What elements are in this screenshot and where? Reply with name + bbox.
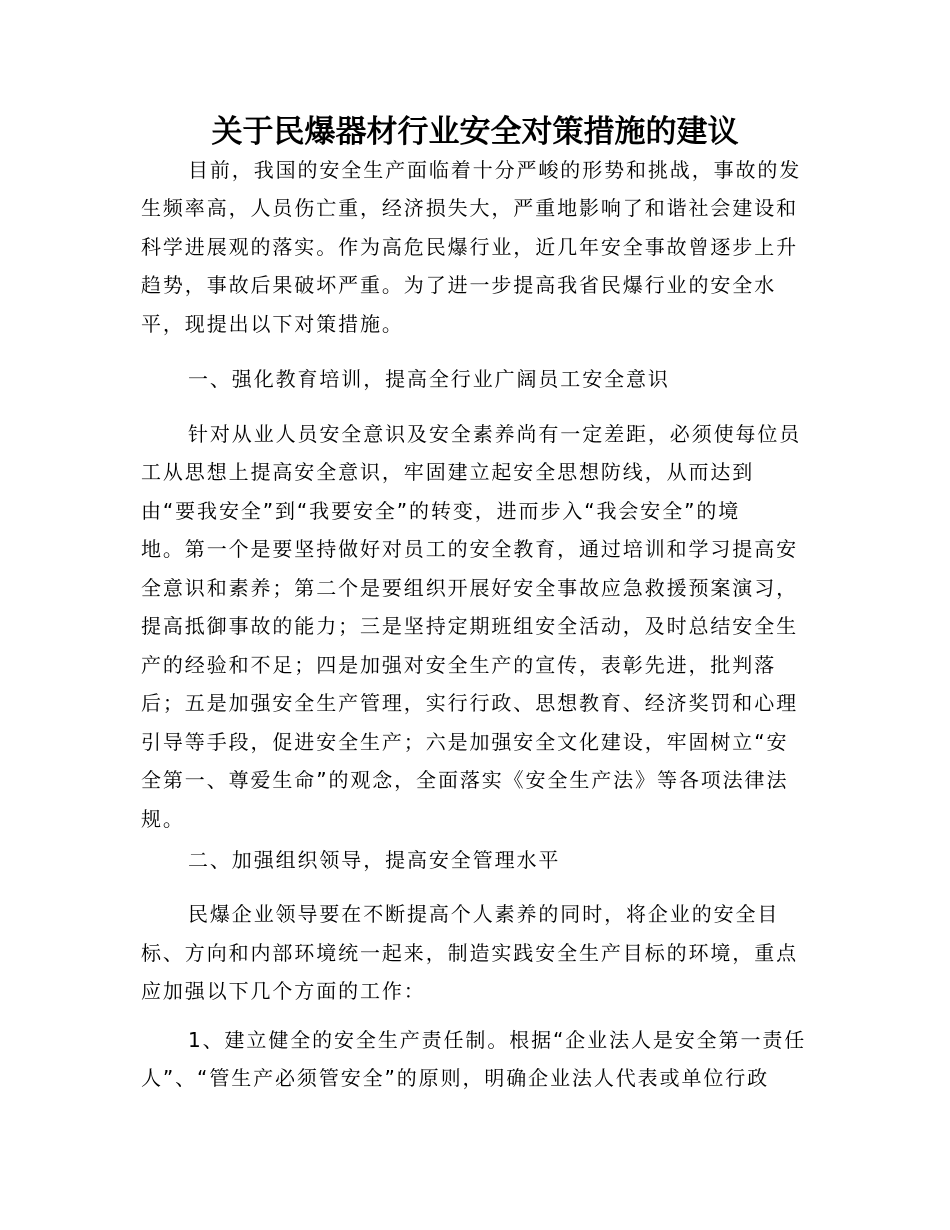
section-1-paragraph-line: 由“要我安全”到“我要安全”的转变，进而步入“我会安全”的境 — [141, 499, 741, 523]
intro-paragraph-line: 目前，我国的安全生产面临着十分严峻的形势和挑战，事故的发 — [188, 158, 802, 182]
item-1-paragraph-line: 人”、“管生产必须管安全”的原则，明确企业法人代表或单位行政 — [141, 1066, 770, 1090]
section-1-paragraph-line: 引导等手段，促进安全生产；六是加强安全文化建设，牢固树立“安 — [141, 730, 789, 754]
section-2-heading-line: 二、加强组织领导，提高安全管理水平 — [188, 848, 561, 872]
section-1-heading-line: 一、强化教育培训，提高全行业广阔员工安全意识 — [188, 367, 670, 391]
item-1-paragraph-line: 1、建立健全的安全生产责任制。根据“企业法人是安全第一责任 — [188, 1028, 807, 1052]
section-1-paragraph-line: 后；五是加强安全生产管理，实行行政、思想教育、经济奖罚和心理 — [141, 691, 798, 715]
intro-paragraph-line: 趋势，事故后果破坏严重。为了进一步提高我省民爆行业的安全水 — [141, 273, 777, 297]
intro-paragraph-line: 生频率高，人员伤亡重，经济损失大，严重地影响了和谐社会建设和 — [141, 196, 798, 220]
intro-paragraph-line: 平，现提出以下对策措施。 — [141, 312, 404, 336]
section-2-paragraph-line: 标、方向和内部环境统一起来，制造实践安全生产目标的环境，重点 — [141, 941, 798, 965]
section-1-paragraph-line: 全意识和素养；第二个是要组织开展好安全事故应急救援预案演习， — [141, 576, 798, 600]
section-2-paragraph-line: 民爆企业领导要在不断提高个人素养的同时，将企业的安全目 — [188, 902, 780, 926]
section-1-paragraph-line: 工从思想上提高安全意识，牢固建立起安全思想防线，从而达到 — [141, 460, 755, 484]
section-2-paragraph-line: 应加强以下几个方面的工作： — [141, 979, 426, 1003]
intro-paragraph-line: 科学进展观的落实。作为高危民爆行业，近几年安全事故曾逐步上升 — [141, 235, 798, 259]
section-1-paragraph-line: 提高抵御事故的能力；三是坚持定期班组安全活动，及时总结安全生 — [141, 614, 798, 638]
section-1-paragraph-line: 全第一、尊爱生命”的观念，全面落实《安全生产法》等各项法律法 — [141, 768, 789, 792]
section-1-paragraph-line: 产的经验和不足；四是加强对安全生产的宣传，表彰先进，批判落 — [141, 653, 777, 677]
section-1-paragraph-line: 针对从业人员安全意识及安全素养尚有一定差距，必须使每位员 — [188, 422, 802, 446]
document-title: 关于民爆器材行业安全对策措施的建议 — [211, 114, 739, 150]
section-1-paragraph-line: 地。第一个是要坚持做好对员工的安全教育，通过培训和学习提高安 — [141, 537, 798, 561]
section-1-paragraph-line: 规。 — [141, 807, 185, 831]
